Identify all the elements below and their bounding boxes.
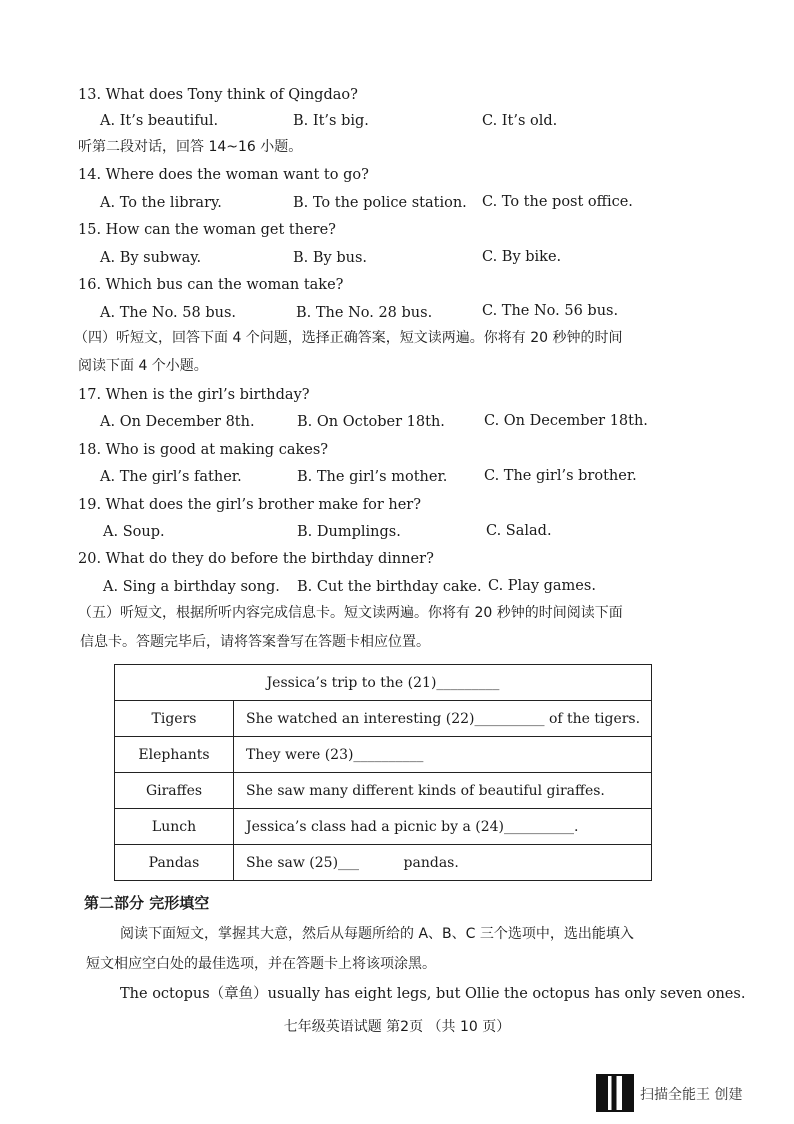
question-20-option-a: A. Sing a birthday song. (103, 579, 280, 595)
question-18-option-b: B. The girl’s mother. (297, 469, 448, 485)
info-card-row (115, 773, 652, 809)
question-13-option-a: A. It’s beautiful. (100, 113, 219, 129)
question-16-stem: 16. Which bus can the woman take? (78, 277, 344, 293)
info-card-row (115, 737, 652, 773)
info-card-label-pandas: Pandas (115, 845, 234, 881)
scanner-watermark: 扫描全能王 创建 (640, 1087, 743, 1103)
question-20-option-b: B. Cut the birthday cake. (297, 579, 482, 595)
question-14-option-a: A. To the library. (100, 195, 222, 211)
question-16-option-b: B. The No. 28 bus. (296, 305, 433, 321)
question-13-option-c: C. It’s old. (482, 113, 558, 129)
question-19-stem: 19. What does the girl’s brother make for her? (78, 497, 422, 513)
info-card-row (115, 701, 652, 737)
section-4-instruction-line1: （四）听短文，回答下面 4 个问题，选择正确答案，短文读两遍。你将有 20 秒钟的时间 (74, 330, 623, 346)
info-card-text-lunch: Jessica’s class had a picnic by a (24)__________. (234, 809, 652, 845)
question-19-option-c: C. Salad. (486, 523, 552, 539)
info-card-label-elephants: Elephants (115, 737, 234, 773)
qr-code-icon (596, 1074, 634, 1112)
section-5-instruction-line2: 信息卡。答题完毕后，请将答案誊写在答题卡相应位置。 (80, 634, 430, 650)
part-2-instruction-line1: 阅读下面短文，掌握其大意，然后从每题所给的 A、B、C 三个选项中，选出能填入 (120, 926, 634, 942)
question-14-stem: 14. Where does the woman want to go? (78, 167, 369, 183)
question-20-stem: 20. What do they do before the birthday dinner? (78, 551, 434, 567)
info-card-row (115, 845, 652, 881)
question-14-option-c: C. To the post office. (482, 194, 633, 210)
question-20-option-c: C. Play games. (488, 578, 596, 594)
question-15-option-a: A. By subway. (100, 250, 202, 266)
question-19-option-b: B. Dumplings. (297, 524, 401, 540)
question-16-option-c: C. The No. 56 bus. (482, 303, 619, 319)
info-card-text-tigers: She watched an interesting (22)__________ of the tigers. (234, 701, 652, 737)
question-18-option-c: C. The girl’s brother. (484, 468, 637, 484)
info-card-text-elephants: They were (23)__________ (234, 737, 652, 773)
section-4-instruction-line2: 阅读下面 4 个小题。 (78, 358, 208, 374)
question-17-option-a: A. On December 8th. (100, 414, 255, 430)
info-card-text-pandas: She saw (25)___ pandas. (234, 845, 652, 881)
part-2-title: 第二部分 完形填空 (84, 894, 210, 912)
section-note-2: 听第二段对话，回答 14~16 小题。 (78, 139, 303, 155)
question-13-stem: 13. What does Tony think of Qingdao? (78, 87, 358, 103)
info-card-row (115, 809, 652, 845)
info-card-label-lunch: Lunch (115, 809, 234, 845)
question-18-option-a: A. The girl’s father. (100, 469, 242, 485)
question-14-option-b: B. To the police station. (293, 195, 467, 211)
info-card-text-giraffes: She saw many different kinds of beautiful giraffes. (234, 773, 652, 809)
question-17-stem: 17. When is the girl’s birthday? (78, 387, 310, 403)
info-card-label-tigers: Tigers (115, 701, 234, 737)
question-15-stem: 15. How can the woman get there? (78, 222, 336, 238)
question-15-option-b: B. By bus. (293, 250, 368, 266)
part-2-instruction-line2: 短文相应空白处的最佳选项，并在答题卡上将该项涂黑。 (86, 956, 436, 972)
section-5-instruction-line1: （五）听短文，根据所听内容完成信息卡。短文读两遍。你将有 20 秒钟的时间阅读下面 (78, 605, 623, 621)
page-footer: 七年级英语试题 第2页 （共 10 页） (283, 1019, 511, 1035)
question-16-option-a: A. The No. 58 bus. (100, 305, 237, 321)
question-18-stem: 18. Who is good at making cakes? (78, 442, 329, 458)
question-19-option-a: A. Soup. (103, 524, 165, 540)
info-card-table (114, 664, 652, 881)
question-15-option-c: C. By bike. (482, 249, 562, 265)
info-card-header: Jessica’s trip to the (21)_________ (115, 665, 652, 701)
question-17-option-b: B. On October 18th. (297, 414, 445, 430)
question-13-option-b: B. It’s big. (293, 113, 369, 129)
info-card-label-giraffes: Giraffes (115, 773, 234, 809)
passage-first-line: The octopus（章鱼）usually has eight legs, but Ollie the octopus has only seven ones. (120, 986, 746, 1002)
question-17-option-c: C. On December 18th. (484, 413, 648, 429)
